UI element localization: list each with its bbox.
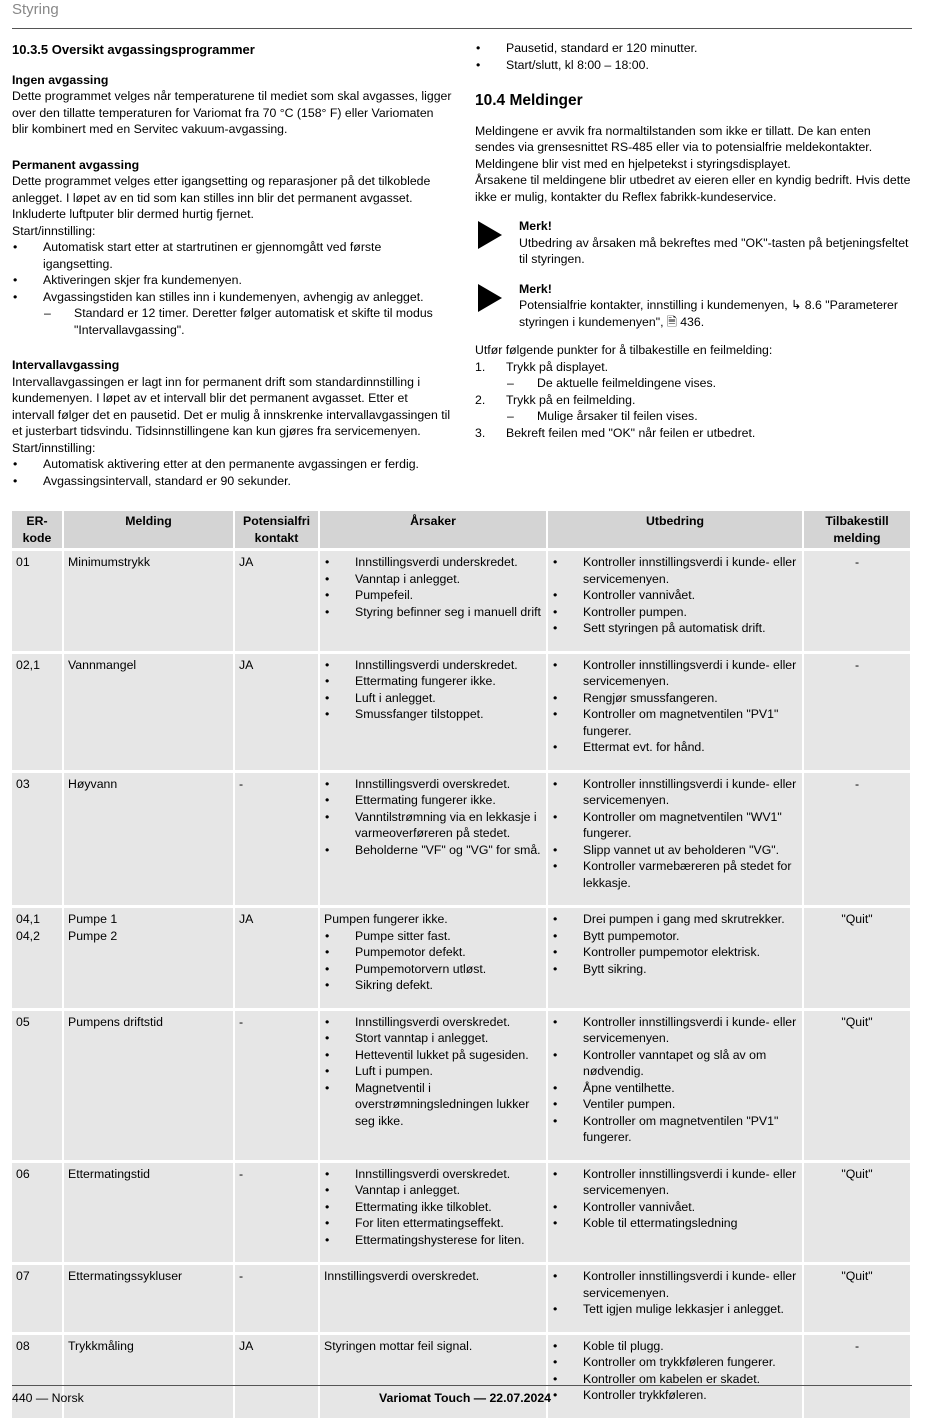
list-item: • Avgassingstiden kan stilles inn i kundemenyen, avhengig av anlegget.: [12, 289, 452, 306]
list-item: • Kontroller pumpen.: [552, 604, 798, 621]
cell-message: Pumpe 1 Pumpe 2: [64, 908, 235, 1011]
list-item: • Kontroller pumpemotor elektrisk.: [552, 944, 798, 961]
meldinger-paragraph: Årsakene til meldingene blir utbedret av eieren eller en kyndig bedrift. Hvis dette ikke er mulig, kontakter du Reflex fabrikk-kundeservice.: [475, 173, 911, 204]
list-item: • Luft i anlegget.: [324, 690, 542, 707]
cell-causes: [320, 1011, 548, 1163]
reset-steps: [475, 425, 912, 442]
list-item: • Drei pumpen i gang med skrutrekker.: [552, 911, 798, 928]
cell-code: 03: [12, 773, 64, 909]
list-item: • Kontroller vannivået.: [552, 587, 798, 604]
list-item: • Innstillingsverdi underskredet.: [324, 554, 542, 571]
step-result: [475, 408, 912, 425]
list-item: • Ettermating fungerer ikke.: [324, 673, 542, 690]
cell-reset: "Quit": [804, 908, 912, 1011]
causes-list: [324, 554, 542, 620]
list-item: • Hetteventil lukket på sugesiden.: [324, 1047, 542, 1064]
cause-text: Pumpen fungerer ikke.: [324, 912, 448, 926]
col-header-contact: Potensialfri kontakt: [235, 511, 320, 551]
cell-remedy: [548, 1163, 804, 1266]
causes-list: [324, 928, 542, 994]
list-item: • Start/slutt, kl 8:00 – 18:00.: [475, 57, 912, 74]
reset-steps: [475, 359, 912, 376]
list-item: • Innstillingsverdi underskredet.: [324, 657, 542, 674]
table-row: [12, 908, 912, 1011]
cell-code: 07: [12, 1265, 64, 1335]
cell-causes: [320, 773, 548, 909]
permanent-bullets: [12, 239, 452, 305]
table-header-row: [12, 511, 912, 551]
list-item: • Automatisk start etter at startrutinen er gjennomgått ved første igangsetting.: [12, 239, 452, 272]
list-item: • Slipp vannet ut av beholderen "VG".: [552, 842, 798, 859]
col-header-code: ER-kode: [12, 511, 64, 551]
causes-list: [324, 776, 542, 859]
arrow-icon: [478, 221, 502, 249]
error-table: [12, 511, 912, 1421]
list-item: • Kontroller vanntapet og slå av om nødvendig.: [552, 1047, 798, 1080]
meldinger-paragraph: Meldingene blir vist med en hjelpetekst i styringsdisplayet.: [475, 156, 791, 171]
steps-intro: Utfør følgende punkter for å tilbakestille en feilmelding:: [475, 343, 773, 357]
remedy-list: [552, 1014, 798, 1146]
right-column: [475, 40, 912, 441]
cell-remedy: [548, 654, 804, 773]
note-text: Utbedring av årsaken må bekreftes med "OK"-tasten på betjeningsfeltet til styringen.: [519, 235, 909, 266]
cell-remedy: [548, 908, 804, 1011]
causes-list: [324, 1166, 542, 1249]
causes-list: [324, 1014, 542, 1130]
list-item: • Styring befinner seg i manuell drift: [324, 604, 542, 621]
list-item: • Automatisk aktivering etter at den permanente avgassingen er ferdig.: [12, 456, 452, 473]
cell-remedy: [548, 773, 804, 909]
list-item: • Bytt sikring.: [552, 961, 798, 978]
remedy-list: [552, 1268, 798, 1318]
cell-remedy: [548, 1335, 804, 1421]
list-item: 3. Bekreft feilen med "OK" når feilen er utbedret.: [475, 425, 756, 440]
list-item: 2. Trykk på en feilmelding.: [475, 392, 636, 407]
col-header-reset: Tilbakestill melding: [804, 511, 912, 551]
note-title: Merk!: [519, 281, 552, 296]
col-header-message: Melding: [64, 511, 235, 551]
cell-reset: -: [804, 773, 912, 909]
permanent-dash-list: [12, 305, 452, 338]
ingen-text: Dette programmet velges når temperaturene til mediet som skal avgasses, ligger over den tillatte temperaturen for Variomat fra 70 °C (158° F) eller Variomaten blir kombinert med en Servitec vakuum-avgassing.: [12, 89, 452, 136]
cause-text: Innstillingsverdi overskredet.: [324, 1269, 480, 1283]
list-item: 1. Trykk på displayet.: [475, 359, 609, 374]
list-item: • Beholderne "VF" og "VG" for små.: [324, 842, 542, 859]
meldinger-paragraph: Meldingene er avvik fra normaltilstanden som ikke er tillatt. De kan enten sendes via grensesnittet RS-485 eller via to potensialfrie meldekontakter.: [475, 123, 873, 154]
list-item: • Pumpemotorvern utløst.: [324, 961, 542, 978]
cause-text: Styringen mottar feil signal.: [324, 1338, 473, 1353]
remedy-list: [552, 1166, 798, 1232]
causes-list: [324, 657, 542, 723]
remedy-list: [552, 1338, 798, 1404]
ingen-heading: Ingen avgassing: [12, 72, 109, 87]
remedy-list: [552, 554, 798, 637]
cell-code: 02,1: [12, 654, 64, 773]
list-item: • Kontroller trykkføleren.: [552, 1387, 798, 1404]
cell-remedy: [548, 1011, 804, 1163]
section-title-10-3-5: 10.3.5 Oversikt avgassingsprogrammer: [12, 42, 255, 57]
cell-causes: [320, 551, 548, 654]
cell-remedy: [548, 1265, 804, 1335]
note-title: Merk!: [519, 219, 552, 233]
list-item: • Vanntap i anlegget.: [324, 1182, 542, 1199]
list-item: • Koble til plugg.: [552, 1338, 798, 1355]
list-item: • Ettermatingshysterese for liten.: [324, 1232, 542, 1249]
list-item: • Ettermat evt. for hånd.: [552, 739, 798, 756]
cell-causes: [320, 908, 548, 1011]
list-item: • Åpne ventilhette.: [552, 1080, 798, 1097]
list-item: • Ettermating fungerer ikke.: [324, 792, 542, 809]
cell-causes: [320, 1335, 548, 1421]
section-title-10-4: 10.4 Meldinger: [475, 92, 583, 109]
table-row: [12, 1265, 912, 1335]
list-item: • Innstillingsverdi overskredet.: [324, 1014, 542, 1031]
table-row: [12, 654, 912, 773]
cell-code: 06: [12, 1163, 64, 1266]
cell-remedy: [548, 551, 804, 654]
list-item: • Vanntap i anlegget.: [324, 571, 542, 588]
cell-contact: -: [235, 1011, 320, 1163]
cell-contact: JA: [235, 654, 320, 773]
list-item: • Kontroller innstillingsverdi i kunde- eller servicemenyen.: [552, 1014, 798, 1047]
list-item: • Kontroller innstillingsverdi i kunde- eller servicemenyen.: [552, 1268, 798, 1301]
list-item: • Magnetventil i overstrømningsledningen lukker seg ikke.: [324, 1080, 542, 1130]
cell-code: 01: [12, 551, 64, 654]
cell-reset: -: [804, 551, 912, 654]
cell-message: Trykkmåling: [64, 1335, 235, 1421]
list-item: • Stort vanntap i anlegget.: [324, 1030, 542, 1047]
cell-message: Vannmangel: [64, 654, 235, 773]
header-title: Styring: [12, 1, 59, 18]
cell-reset: -: [804, 654, 912, 773]
list-item: • Koble til ettermatingsledning: [552, 1215, 798, 1232]
table-row: [12, 1335, 912, 1421]
cell-causes: [320, 1163, 548, 1266]
footer-page: 440 — Norsk: [12, 1391, 84, 1405]
interval-start-label: Start/innstilling:: [12, 440, 96, 455]
list-item: • Ventiler pumpen.: [552, 1096, 798, 1113]
note-text: Potensialfrie kontakter, innstilling i kundemenyen, ↳ 8.6 "Parameterer styringen i kundemenyen", 🗎 436.: [519, 298, 898, 329]
list-item: • Kontroller om magnetventilen "WV1" fungerer.: [552, 809, 798, 842]
cell-message: Ettermatingssykluser: [64, 1265, 235, 1335]
interval-bullets-continued: [475, 40, 912, 73]
list-item: • Kontroller innstillingsverdi i kunde- eller servicemenyen.: [552, 1166, 798, 1199]
cell-causes: [320, 654, 548, 773]
cell-message: Ettermatingstid: [64, 1163, 235, 1266]
col-header-remedy: Utbedring: [548, 511, 804, 551]
list-item: • Aktiveringen skjer fra kundemenyen.: [12, 272, 452, 289]
cell-code: 05: [12, 1011, 64, 1163]
cell-message: Minimumstrykk: [64, 551, 235, 654]
error-table-body: [12, 551, 912, 1421]
step-result: [475, 375, 912, 392]
cell-code: 04,1 04,2: [12, 908, 64, 1011]
cell-reset: "Quit": [804, 1265, 912, 1335]
cell-code: 08: [12, 1335, 64, 1421]
cell-causes: [320, 1265, 548, 1335]
list-item: • Kontroller vannivået.: [552, 1199, 798, 1216]
permanent-text: Dette programmet velges etter igangsetting og reparasjoner på det tilkoblede anlegget. I løpet av en tid som kan stilles inn blir det permanent avgasset. Inkluderte luftputer blir dermed hurtig fjernet.: [12, 174, 431, 221]
list-item: • Rengjør smussfangeren.: [552, 690, 798, 707]
interval-text: Intervallavgassingen er lagt inn for permanent drift som standardinnstilling i kundemenyen. I løpet av et intervall blir det permanent avgasset. Etter et intervall følger det en pausetid. Det er mulig å innskrenke intervallavgassingen til et justerbart tidsvindu. Tidsinnstillingene kan kun gjøres fra servicemenyen.: [12, 374, 451, 438]
list-item: • Kontroller om kabelen er skadet.: [552, 1371, 798, 1388]
cell-reset: "Quit": [804, 1011, 912, 1163]
list-item: • Innstillingsverdi overskredet.: [324, 1166, 542, 1183]
table-row: [12, 1163, 912, 1266]
list-item: • Avgassingsintervall, standard er 90 sekunder.: [12, 473, 452, 490]
list-item: • Ettermating ikke tilkoblet.: [324, 1199, 542, 1216]
cell-contact: -: [235, 1265, 320, 1335]
list-item: • Luft i pumpen.: [324, 1063, 542, 1080]
cell-reset: "Quit": [804, 1163, 912, 1266]
list-item: • Bytt pumpemotor.: [552, 928, 798, 945]
table-row: [12, 1011, 912, 1163]
list-item: • Sikring defekt.: [324, 977, 542, 994]
arrow-icon: [478, 284, 502, 312]
reset-steps: [475, 392, 912, 409]
permanent-heading: Permanent avgassing: [12, 157, 140, 172]
list-item: • Innstillingsverdi overskredet.: [324, 776, 542, 793]
list-item: • Kontroller varmebæreren på stedet for lekkasje.: [552, 858, 798, 891]
list-item: • Kontroller om trykkføleren fungerer.: [552, 1354, 798, 1371]
cell-contact: JA: [235, 551, 320, 654]
list-item: – De aktuelle feilmeldingene vises.: [475, 375, 912, 392]
remedy-list: [552, 911, 798, 977]
cell-reset: -: [804, 1335, 912, 1421]
col-header-causes: Årsaker: [320, 511, 548, 551]
note-box: [475, 281, 912, 331]
list-item: • Kontroller om magnetventilen "PV1" fungerer.: [552, 706, 798, 739]
list-item: • For liten ettermatingseffekt.: [324, 1215, 542, 1232]
list-item: • Pumpe sitter fast.: [324, 928, 542, 945]
list-item: • Pausetid, standard er 120 minutter.: [475, 40, 912, 57]
list-item: • Pumpefeil.: [324, 587, 542, 604]
cell-message: Høyvann: [64, 773, 235, 909]
list-item: • Kontroller om magnetventilen "PV1" fungerer.: [552, 1113, 798, 1146]
cell-contact: JA: [235, 908, 320, 1011]
table-row: [12, 773, 912, 909]
list-item: • Kontroller innstillingsverdi i kunde- eller servicemenyen.: [552, 554, 798, 587]
list-item: – Mulige årsaker til feilen vises.: [475, 408, 912, 425]
list-item: • Kontroller innstillingsverdi i kunde- eller servicemenyen.: [552, 657, 798, 690]
interval-bullets: [12, 456, 452, 489]
permanent-start-label: Start/innstilling:: [12, 223, 96, 238]
list-item: • Sett styringen på automatisk drift.: [552, 620, 798, 637]
table-row: [12, 551, 912, 654]
list-item: • Vanntilstrømning via en lekkasje i varmeoverføreren på stedet.: [324, 809, 542, 842]
interval-heading: Intervallavgassing: [12, 358, 120, 372]
list-item: • Tett igjen mulige lekkasjer i anlegget.: [552, 1301, 798, 1318]
list-item: • Smussfanger tilstoppet.: [324, 706, 542, 723]
list-item: • Kontroller innstillingsverdi i kunde- eller servicemenyen.: [552, 776, 798, 809]
cell-contact: JA: [235, 1335, 320, 1421]
list-item: • Pumpemotor defekt.: [324, 944, 542, 961]
left-column: [12, 40, 452, 489]
page-header: [12, 0, 912, 29]
list-item: – Standard er 12 timer. Deretter følger automatisk et skifte til modus "Intervallavgassing".: [12, 305, 452, 338]
note-box: [475, 218, 912, 268]
cell-message: Pumpens driftstid: [64, 1011, 235, 1163]
cell-contact: -: [235, 773, 320, 909]
footer-document: Variomat Touch — 22.07.2024: [379, 1391, 552, 1405]
cell-contact: -: [235, 1163, 320, 1266]
remedy-list: [552, 776, 798, 892]
remedy-list: [552, 657, 798, 756]
